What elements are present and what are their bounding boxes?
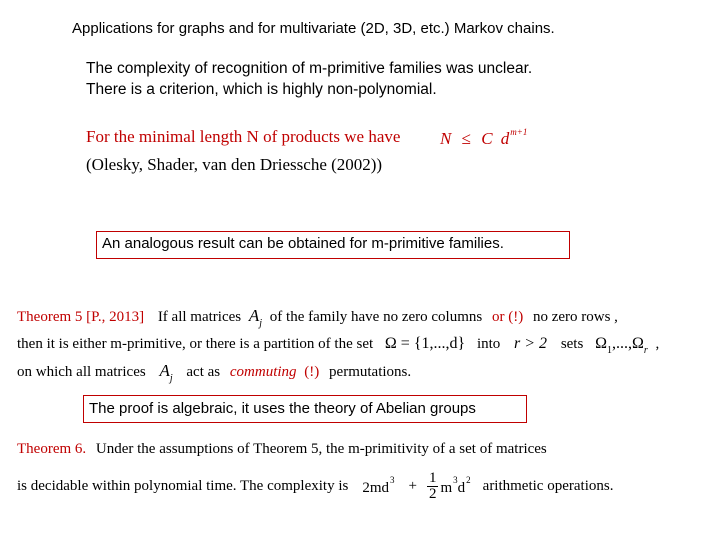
- theorem6-line-2: [17, 466, 613, 506]
- formula-c: C: [481, 129, 493, 148]
- header-title: Applications for graphs and for multivariate (2D, 3D, etc.) Markov chains.: [72, 20, 555, 37]
- minimal-length-text: For the minimal length N of products we have: [86, 127, 401, 146]
- formula-2md3: [362, 475, 394, 497]
- theorem6-l2-b: arithmetic operations.: [482, 477, 614, 494]
- index-j: j: [259, 318, 263, 329]
- theorem6-l1: Under the assumptions of Theorem 5, the m-primitivity of a set of matrices: [95, 441, 547, 457]
- citation: (Olesky, Shader, van den Driessche (2002)): [86, 155, 383, 174]
- theorem5-label: Theorem 5 [P., 2013]: [17, 309, 145, 325]
- omega-1: Ω: [595, 335, 607, 352]
- sub-1: 1: [606, 345, 612, 356]
- proof-text: The proof is algebraic, it uses the theory of Abelian groups: [89, 400, 476, 417]
- index-j-2: j: [169, 373, 173, 384]
- formula-exponent: m+1: [510, 127, 528, 137]
- line2-end: ,: [655, 336, 660, 352]
- fraction-denominator: 2: [428, 485, 437, 502]
- theorem5-l1-b: of the family have no zero columns: [269, 309, 483, 325]
- theorem5-l1-a: If all matrices: [157, 309, 242, 325]
- set-omega: Ω = {1,...,d}: [384, 335, 466, 352]
- formula-d-exp: 2: [466, 475, 471, 485]
- formula-plus: +: [408, 477, 417, 494]
- formula-d2: d: [457, 480, 466, 496]
- theorem6-label: Theorem 6.: [17, 441, 87, 457]
- formula-n: N: [440, 129, 452, 148]
- formula-2md: 2md: [362, 480, 390, 496]
- formula-d: d: [500, 129, 510, 148]
- into: into: [476, 336, 501, 352]
- theorem5-line-2: [17, 335, 659, 356]
- formula-2md-exp: 3: [390, 475, 395, 485]
- omega-dots: ,...,Ω: [611, 335, 644, 352]
- commuting: commuting: [229, 364, 297, 380]
- matrix-a-2: A: [159, 361, 170, 380]
- theorem5-l3-c: permutations.: [329, 364, 412, 380]
- formula-m-exp: 3: [453, 475, 458, 485]
- r-greater-2: r > 2: [514, 335, 548, 352]
- complexity-line-1: The complexity of recognition of m-primitive families was unclear.: [86, 60, 533, 77]
- fraction-numerator: 1: [428, 469, 437, 486]
- minimal-length-formula: [440, 127, 527, 149]
- formula-m: m: [440, 480, 453, 496]
- formula-m3d2: [440, 475, 470, 497]
- theorem6-line-1: [17, 441, 547, 458]
- complexity-line-2: There is a criterion, which is highly non-polynomial.: [86, 81, 437, 98]
- theorem5-or: or (!): [491, 309, 524, 325]
- formula-le: ≤: [461, 129, 471, 148]
- theorem5-line-3: [17, 361, 411, 384]
- theorem5-l1-c: no zero rows ,: [532, 309, 618, 325]
- theorem5-line-1: [17, 306, 618, 329]
- theorem5-l3-b: act as: [186, 364, 221, 380]
- theorem6-l2-a: is decidable within polynomial time. The complexity is: [17, 477, 349, 494]
- sub-r: r: [643, 345, 648, 356]
- sets: sets: [560, 336, 584, 352]
- theorem5-l3-a: on which all matrices: [17, 364, 146, 380]
- formula-fraction: [427, 471, 439, 502]
- theorem5-l2-a: then it is either m-primitive, or there is a partition of the set: [17, 336, 374, 352]
- analogous-result-text: An analogous result can be obtained for m-primitive families.: [102, 235, 504, 252]
- matrix-a: A: [248, 306, 260, 325]
- commuting-bang: (!): [304, 364, 320, 380]
